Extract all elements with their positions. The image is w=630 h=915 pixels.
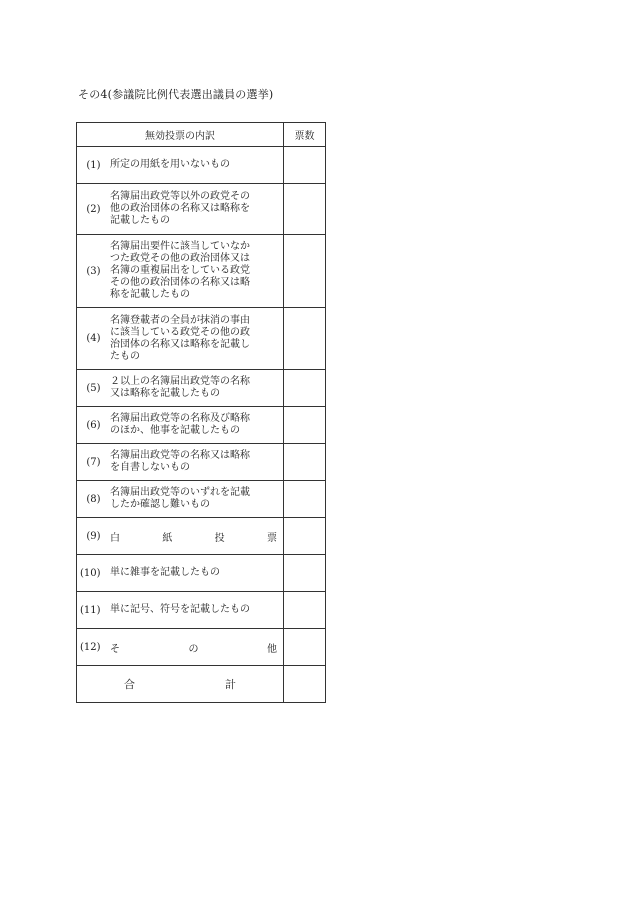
row-text-line: 名簿届出要件に該当していなか — [110, 241, 250, 252]
header-item: 無効投票の内訳 — [77, 123, 284, 147]
row-text: 単に記号、符号を記載したもの — [110, 604, 250, 615]
row-text-line: 又は略称を記載したもの — [110, 388, 220, 399]
table-row — [77, 629, 326, 666]
count-cell[interactable] — [284, 308, 326, 370]
row-number: (6) — [86, 419, 101, 431]
count-cell[interactable] — [284, 481, 326, 518]
row-text-line: 名簿届出政党等の名称又は略称 — [110, 450, 250, 461]
invalid-votes-table — [76, 122, 326, 703]
row-text-line: 他の政治団体の名称又は略称を — [110, 203, 250, 214]
row-text-line: 記載したもの — [110, 215, 170, 226]
row-text — [110, 529, 283, 544]
count-cell[interactable] — [284, 235, 326, 308]
row-item — [77, 191, 283, 227]
row-text-line: その他の政治団体の名称又は略 — [110, 277, 250, 288]
row-item — [77, 529, 283, 544]
row-item — [77, 315, 283, 363]
row-number: (1) — [86, 159, 101, 171]
table-row — [77, 370, 326, 407]
count-cell[interactable] — [284, 147, 326, 184]
count-cell[interactable] — [284, 444, 326, 481]
table-row — [77, 592, 326, 629]
row-number: (11) — [80, 604, 101, 616]
table-row — [77, 481, 326, 518]
row-text-line: つた政党その他の政治団体又は — [110, 253, 250, 264]
count-cell[interactable] — [284, 555, 326, 592]
row-item — [77, 640, 283, 655]
row-number: (5) — [86, 382, 101, 394]
row-number: (4) — [86, 333, 101, 344]
row-text — [110, 450, 283, 474]
row-text-char: そ — [110, 643, 120, 655]
row-text: 単に雑事を記載したもの — [110, 567, 220, 578]
count-cell[interactable] — [284, 407, 326, 444]
row-text-line: のほか、他事を記載したもの — [110, 425, 240, 436]
total-label-char: 計 — [225, 678, 236, 691]
row-text — [110, 413, 283, 437]
row-number: (9) — [86, 530, 101, 542]
row-item — [77, 159, 283, 171]
row-number: (8) — [86, 493, 101, 505]
row-text — [110, 159, 283, 171]
table-row — [77, 518, 326, 555]
row-text-line: を自書しないもの — [110, 462, 190, 473]
total-count-cell[interactable] — [284, 666, 326, 703]
row-number: (2) — [86, 203, 101, 215]
row-text-line: 名簿登載者の全員が抹消の事由 — [110, 314, 250, 326]
row-text — [110, 640, 283, 655]
count-cell[interactable] — [284, 518, 326, 555]
count-cell[interactable] — [284, 592, 326, 629]
row-number: (3) — [86, 265, 101, 277]
table-row — [77, 235, 326, 308]
row-item — [77, 487, 283, 511]
row-text — [110, 315, 283, 363]
row-number: (12) — [80, 641, 101, 653]
row-item — [77, 413, 283, 437]
row-text-char: 紙 — [162, 532, 173, 544]
row-text-line: たもの — [110, 350, 140, 362]
table-row — [77, 444, 326, 481]
total-label — [77, 676, 283, 692]
row-text-line: 治団体の名称又は略称を記載し — [110, 338, 250, 350]
row-item — [77, 567, 283, 579]
row-text — [110, 376, 283, 400]
count-cell[interactable] — [284, 184, 326, 235]
row-text-char: 投 — [214, 532, 225, 544]
page-title: その4(参議院比例代表選出議員の選挙) — [78, 88, 274, 101]
row-text-line: 名簿届出政党等の名称及び略称 — [110, 413, 250, 424]
table-row — [77, 184, 326, 235]
total-row — [77, 666, 326, 703]
table-row — [77, 407, 326, 444]
row-text-char: 白 — [110, 532, 120, 544]
row-text-line: 称を記載したもの — [110, 289, 190, 300]
count-cell[interactable] — [284, 370, 326, 407]
row-item — [77, 241, 283, 301]
row-text-line: 名簿の重複届出をしている政党 — [110, 265, 250, 276]
table-row — [77, 147, 326, 184]
row-item — [77, 450, 283, 474]
row-item — [77, 604, 283, 616]
row-text-line: したか確認し難いもの — [110, 499, 210, 510]
row-item — [77, 376, 283, 400]
table-row — [77, 555, 326, 592]
total-label-char: 合 — [124, 678, 135, 691]
row-text-line: ２以上の名簿届出政党等の名称 — [110, 376, 250, 387]
row-text — [110, 191, 283, 227]
row-text-char: 他 — [267, 643, 277, 655]
row-text-line: 名簿届出政党等以外の政党その — [110, 191, 250, 202]
row-text-line: 所定の用紙を用いないもの — [110, 159, 230, 170]
row-number: (10) — [80, 567, 101, 579]
table-row — [77, 308, 326, 370]
row-text-char: 票 — [266, 532, 277, 544]
row-text — [110, 487, 283, 511]
row-text-line: に該当している政党その他の政 — [110, 326, 250, 338]
row-number: (7) — [86, 456, 101, 468]
row-text-line: 名簿届出政党等のいずれを記載 — [110, 487, 250, 498]
row-text — [110, 241, 283, 301]
table-header-row — [77, 123, 326, 147]
count-cell[interactable] — [284, 629, 326, 666]
header-count: 票数 — [284, 123, 326, 147]
row-text-char: の — [188, 643, 199, 655]
